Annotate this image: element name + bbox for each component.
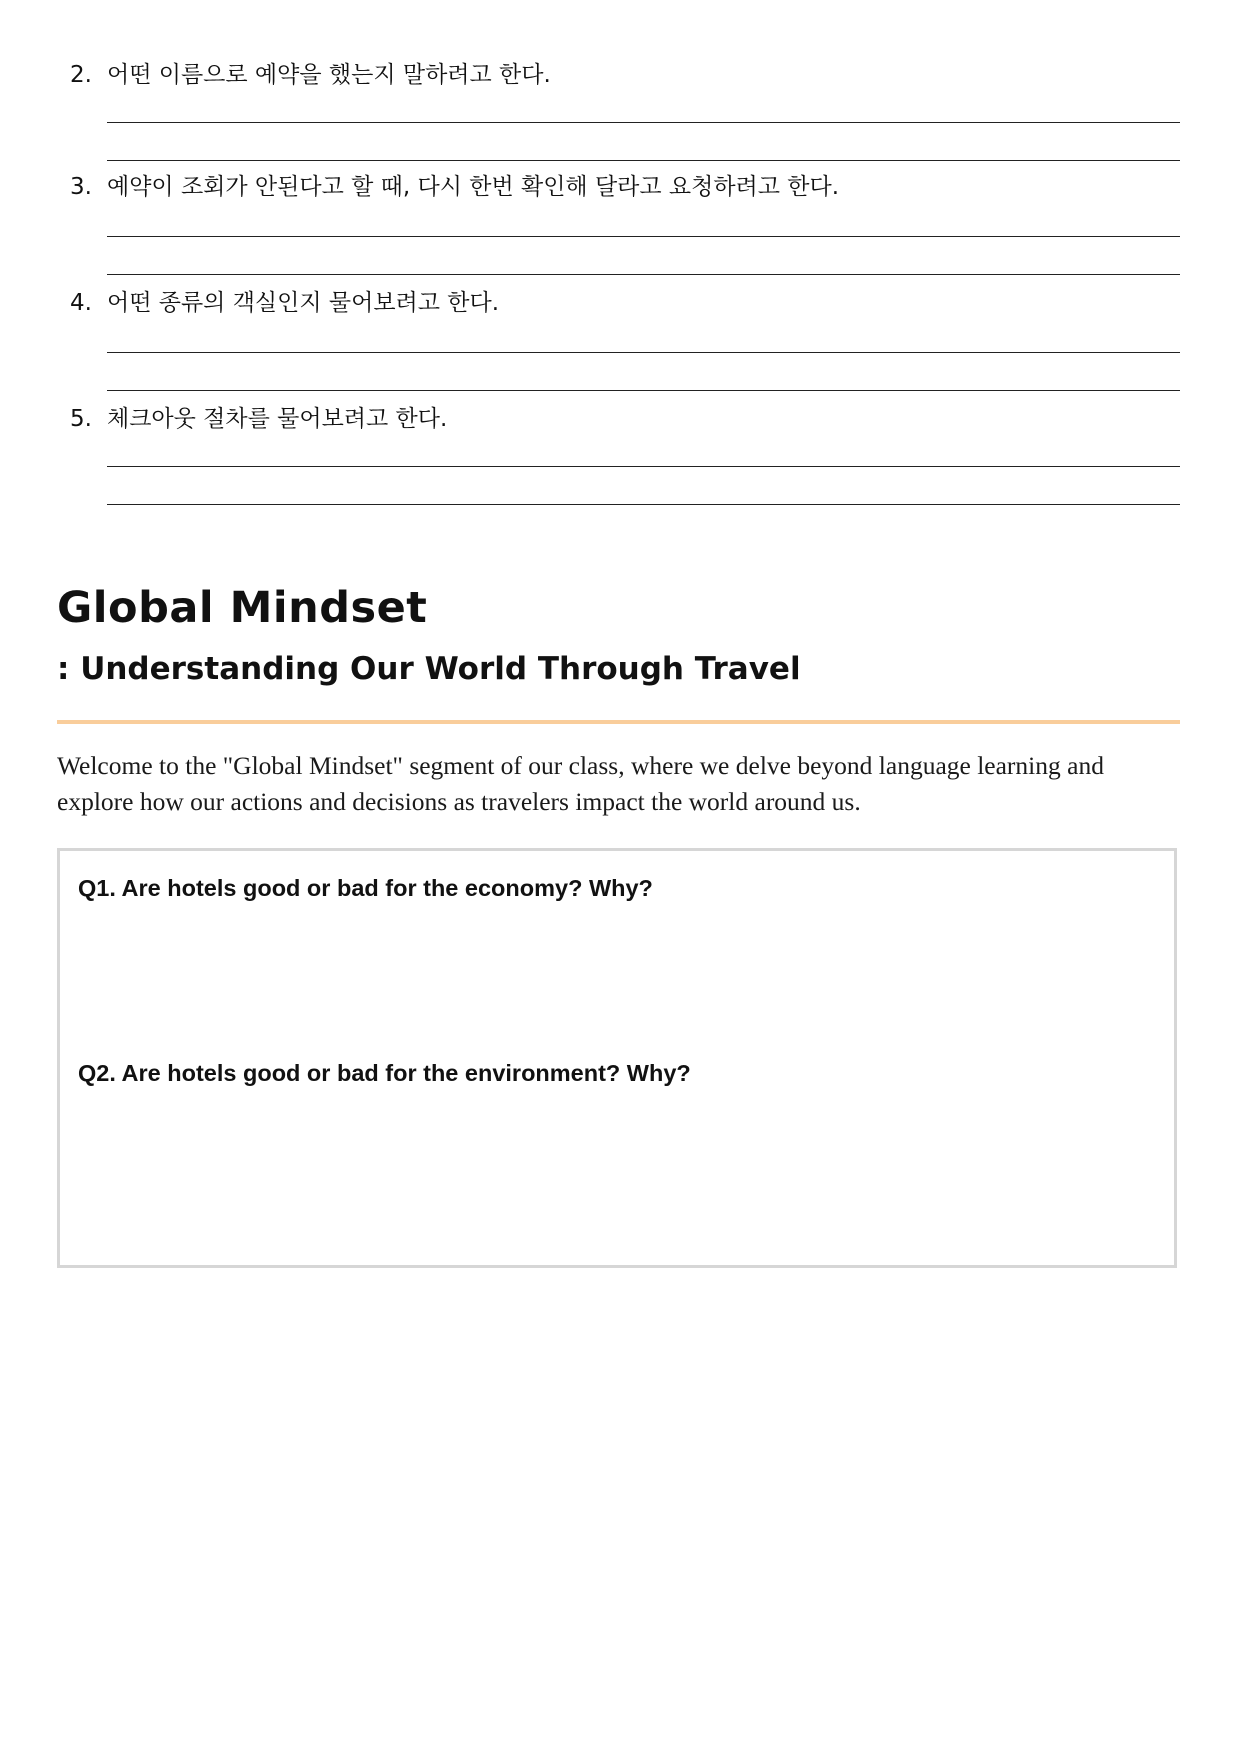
item-prompt: 체크아웃 절차를 물어보려고 한다.	[107, 406, 448, 432]
item-prompt: 어떤 종류의 객실인지 물어보려고 한다.	[107, 290, 500, 316]
answer-line[interactable]	[107, 122, 1180, 123]
answer-line[interactable]	[107, 236, 1180, 237]
answer-line[interactable]	[107, 390, 1180, 391]
answer-line[interactable]	[107, 466, 1180, 467]
question-2: Q2. Are hotels good or bad for the environment? Why?	[78, 1060, 691, 1086]
section-subtitle: : Understanding Our World Through Travel	[57, 651, 801, 687]
section-title: Global Mindset	[57, 583, 428, 633]
accent-divider	[57, 720, 1180, 724]
item-number: 2.	[70, 62, 92, 88]
intro-paragraph: Welcome to the "Global Mindset" segment of our class, where we delve beyond language learning and explore how our actions and decisions as travelers impact the world around us.	[57, 751, 1104, 816]
item-number: 4.	[70, 290, 92, 316]
item-prompt: 어떤 이름으로 예약을 했는지 말하려고 한다.	[107, 62, 551, 88]
question-1: Q1. Are hotels good or bad for the economy? Why?	[78, 875, 653, 901]
answer-line[interactable]	[107, 504, 1180, 505]
item-prompt: 예약이 조회가 안된다고 할 때, 다시 한번 확인해 달라고 요청하려고 한다.	[107, 174, 840, 200]
item-number: 3.	[70, 174, 92, 200]
answer-line[interactable]	[107, 352, 1180, 353]
item-number: 5.	[70, 406, 92, 432]
answer-line[interactable]	[107, 160, 1180, 161]
answer-line[interactable]	[107, 274, 1180, 275]
